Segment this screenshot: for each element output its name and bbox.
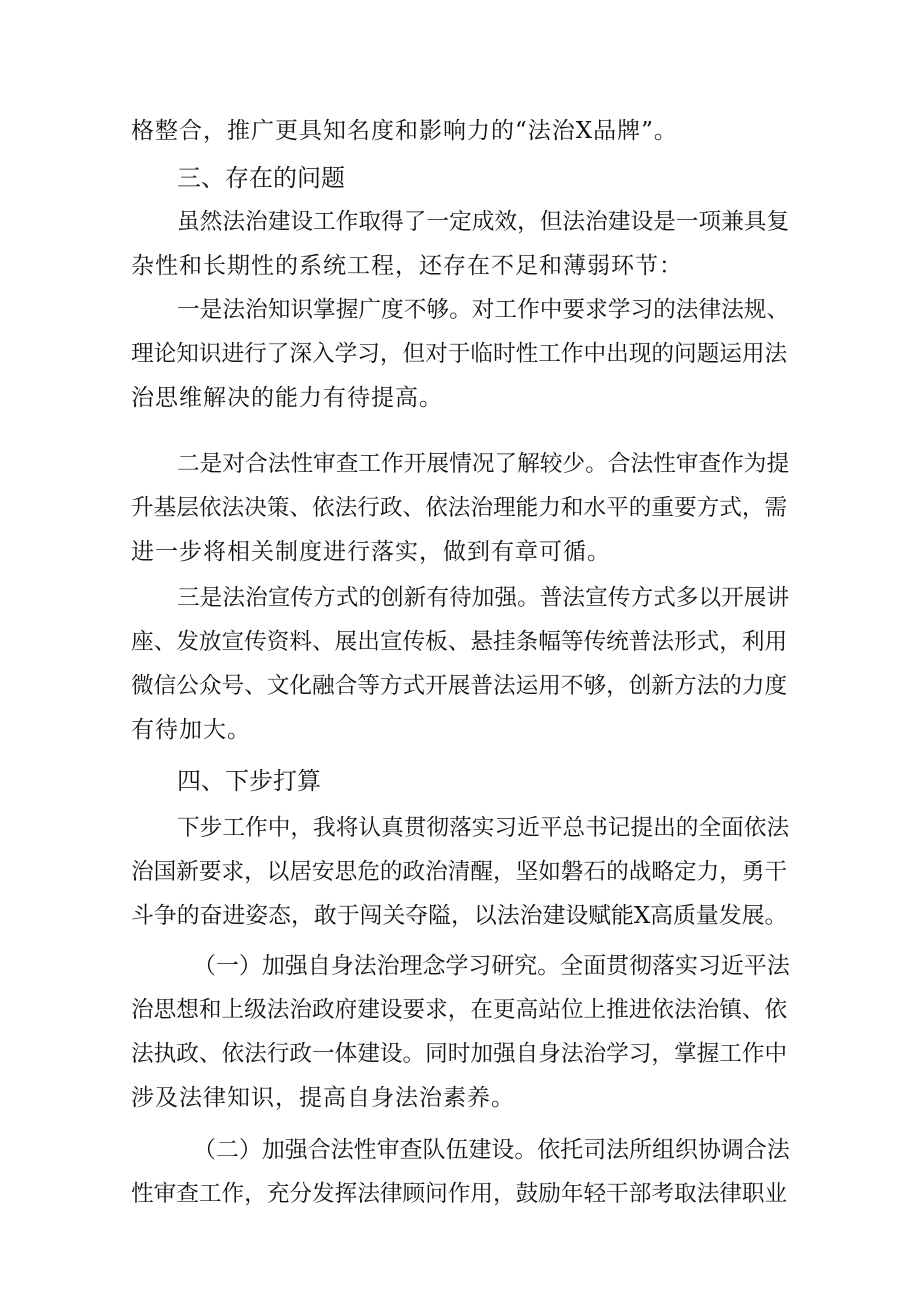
text-line: [0, 710, 920, 750]
text-line: [0, 532, 920, 572]
text-line: [0, 202, 920, 242]
line-text: （一）加强自身法治理念学习研究。全面贯彻落实习近平法: [193, 953, 790, 979]
heading-text: 三、存在的问题: [177, 164, 345, 192]
text-line: [0, 1034, 920, 1074]
line-text: 一是法治知识掌握广度不够。对工作中要求学习的法律法规、: [177, 297, 790, 323]
line-text: 法执政、依法行政一体建设。同时加强自身法治学习，掌握工作中: [131, 1041, 788, 1067]
section-heading: [0, 158, 920, 198]
line-text: 治国新要求，以居安思危的政治清醒，坚如磐石的战略定力，勇干: [131, 859, 788, 885]
text-line: [0, 896, 920, 936]
line-text: 二是对合法性审查工作开展情况了解较少。合法性审查作为提: [177, 451, 790, 477]
line-text: 治思想和上级法治政府建设要求，在更高站位上推进依法治镇、依: [131, 997, 788, 1023]
text-line: [0, 990, 920, 1030]
line-text: 治思维解决的能力有待提高。: [131, 385, 443, 411]
line-text: 虽然法治建设工作取得了一定成效，但法治建设是一项兼具复: [177, 209, 790, 235]
text-line: [0, 1174, 920, 1214]
line-text: （二）加强合法性审查队伍建设。依托司法所组织协调合法: [193, 1137, 790, 1163]
text-line: [0, 578, 920, 618]
line-text: 斗争的奋进姿态，敢于闯关夺隘，以法治建设赋能X高质量发展。: [131, 903, 788, 929]
text-line: [0, 852, 920, 892]
line-text: 三是法治宣传方式的创新有待加强。普法宣传方式多以开展讲: [177, 585, 790, 611]
text-line: [0, 488, 920, 528]
line-text: 杂性和长期性的系统工程，还存在不足和薄弱环节：: [131, 253, 683, 279]
line-text: 下步工作中，我将认真贯彻落实习近平总书记提出的全面依法: [177, 815, 790, 841]
line-text: 有待加大。: [131, 717, 251, 743]
line-text: 微信公众号、文化融合等方式开展普法运用不够，创新方法的力度: [131, 673, 788, 699]
text-line: [0, 334, 920, 374]
text-line: [0, 1130, 920, 1170]
line-text: 格整合，推广更具知名度和影响力的“法治X品牌”。: [131, 118, 678, 144]
text-line: [0, 111, 920, 151]
text-line: [0, 444, 920, 484]
text-line: [0, 666, 920, 706]
text-line: [0, 290, 920, 330]
text-line: [0, 378, 920, 418]
line-text: 理论知识进行了深入学习，但对于临时性工作中出现的问题运用法: [131, 341, 788, 367]
section-heading: [0, 761, 920, 801]
text-line: [0, 246, 920, 286]
text-line: [0, 622, 920, 662]
line-text: 性审查工作，充分发挥法律顾问作用，鼓励年轻干部考取法律职业: [131, 1181, 788, 1207]
line-text: 升基层依法决策、依法行政、依法治理能力和水平的重要方式，需: [131, 495, 788, 521]
line-text: 座、发放宣传资料、展出宣传板、悬挂条幅等传统普法形式，利用: [131, 629, 788, 655]
text-line: [0, 808, 920, 848]
line-text: 进一步将相关制度进行落实，做到有章可循。: [131, 539, 611, 565]
text-line: [0, 1078, 920, 1118]
text-line: [0, 946, 920, 986]
line-text: 涉及法律知识，提高自身法治素养。: [131, 1085, 515, 1111]
heading-text: 四、下步打算: [177, 767, 321, 795]
